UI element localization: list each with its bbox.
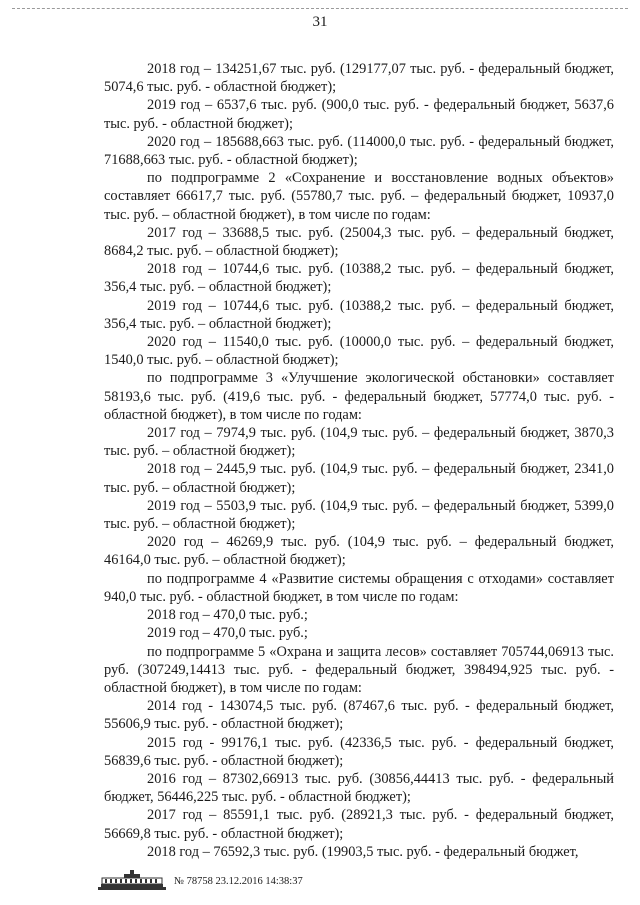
paragraph: 2020 год – 185688,663 тыс. руб. (114000,0 тыс. руб. - федеральный бюджет, 71688,663 тыс. руб. - областной бюджет);: [104, 133, 614, 169]
paragraph: 2017 год – 85591,1 тыс. руб. (28921,3 тыс. руб. - федеральный бюджет, 56669,8 тыс. руб. - областной бюджет);: [104, 807, 614, 842]
government-building-logo-icon: [98, 870, 166, 890]
paragraph: 2017 год – 7974,9 тыс. руб. (104,9 тыс. руб. – федеральный бюджет, 3870,3 тыс. руб. – областной бюджет);: [104, 425, 614, 460]
paragraph: по подпрограмме 5 «Охрана и защита лесов» составляет 705744,06913 тыс. руб. (307249,14413 тыс. руб. - федеральный бюджет, 398494,925 тыс. руб. - областной бюджет), в том числе по годам:: [104, 643, 614, 696]
document-body: [104, 60, 614, 861]
paragraph: по подпрограмме 4 «Развитие системы обращения с отходами» составляет 940,0 тыс. руб. - областной бюджет, в том числе по годам:: [104, 570, 614, 605]
registration-stamp: № 78758 23.12.2016 14:38:37: [174, 876, 303, 887]
page-number: 31: [312, 14, 328, 30]
paragraph: 2020 год – 11540,0 тыс. руб. (10000,0 тыс. руб. – федеральный бюджет, 1540,0 тыс. руб. – областной бюджет);: [104, 334, 614, 369]
paragraph: 2017 год – 33688,5 тыс. руб. (25004,3 тыс. руб. – федеральный бюджет, 8684,2 тыс. руб. – областной бюджет);: [104, 224, 614, 260]
paragraph: 2014 год - 143074,5 тыс. руб. (87467,6 тыс. руб. - федеральный бюджет, 55606,9 тыс. руб. - областной бюджет);: [104, 698, 614, 733]
paragraph: 2019 год – 6537,6 тыс. руб. (900,0 тыс. руб. - федеральный бюджет, 5637,6 тыс. руб. - областной бюджет);: [104, 97, 614, 132]
paragraph: по подпрограмме 3 «Улучшение экологической обстановки» составляет 58193,6 тыс. руб. (419,6 тыс. руб. - федеральный бюджет, 57774,0 тыс. руб. - областной бюджет), в том числе по годам:: [104, 370, 614, 423]
paragraph: 2019 год – 5503,9 тыс. руб. (104,9 тыс. руб. – федеральный бюджет, 5399,0 тыс. руб. – областной бюджет);: [104, 497, 614, 533]
document-footer: [98, 870, 303, 890]
paragraph: 2015 год - 99176,1 тыс. руб. (42336,5 тыс. руб. - федеральный бюджет, 56839,6 тыс. руб. - областной бюджет);: [104, 734, 614, 769]
paragraph: 2016 год – 87302,66913 тыс. руб. (30856,44413 тыс. руб. - федеральный бюджет, 56446,225 тыс. руб. - областной бюджет);: [104, 770, 614, 806]
paragraph: 2019 год – 10744,6 тыс. руб. (10388,2 тыс. руб. – федеральный бюджет, 356,4 тыс. руб. – областной бюджет);: [104, 297, 614, 332]
paragraph: 2018 год – 76592,3 тыс. руб. (19903,5 тыс. руб. - федеральный бюджет,: [147, 843, 579, 860]
top-rule: [12, 8, 628, 9]
paragraph: по подпрограмме 2 «Сохранение и восстановление водных объектов» составляет 66617,7 тыс. руб. (55780,7 тыс. руб. – федеральный бюджет, 10937,0 тыс. руб. – областной бюджет), в том числе по годам:: [104, 170, 614, 223]
paragraph: 2018 год – 10744,6 тыс. руб. (10388,2 тыс. руб. – федеральный бюджет, 356,4 тыс. руб. – областной бюджет);: [104, 261, 614, 296]
paragraph: 2018 год – 2445,9 тыс. руб. (104,9 тыс. руб. – федеральный бюджет, 2341,0 тыс. руб. – областной бюджет);: [104, 461, 614, 496]
paragraph: 2018 год – 134251,67 тыс. руб. (129177,07 тыс. руб. - федеральный бюджет, 5074,6 тыс. руб. - областной бюджет);: [104, 61, 614, 96]
paragraph: 2019 год – 470,0 тыс. руб.;: [147, 625, 308, 642]
paragraph: 2018 год – 470,0 тыс. руб.;: [147, 607, 308, 624]
paragraph: 2020 год – 46269,9 тыс. руб. (104,9 тыс. руб. – федеральный бюджет, 46164,0 тыс. руб. – областной бюджет);: [104, 534, 614, 569]
